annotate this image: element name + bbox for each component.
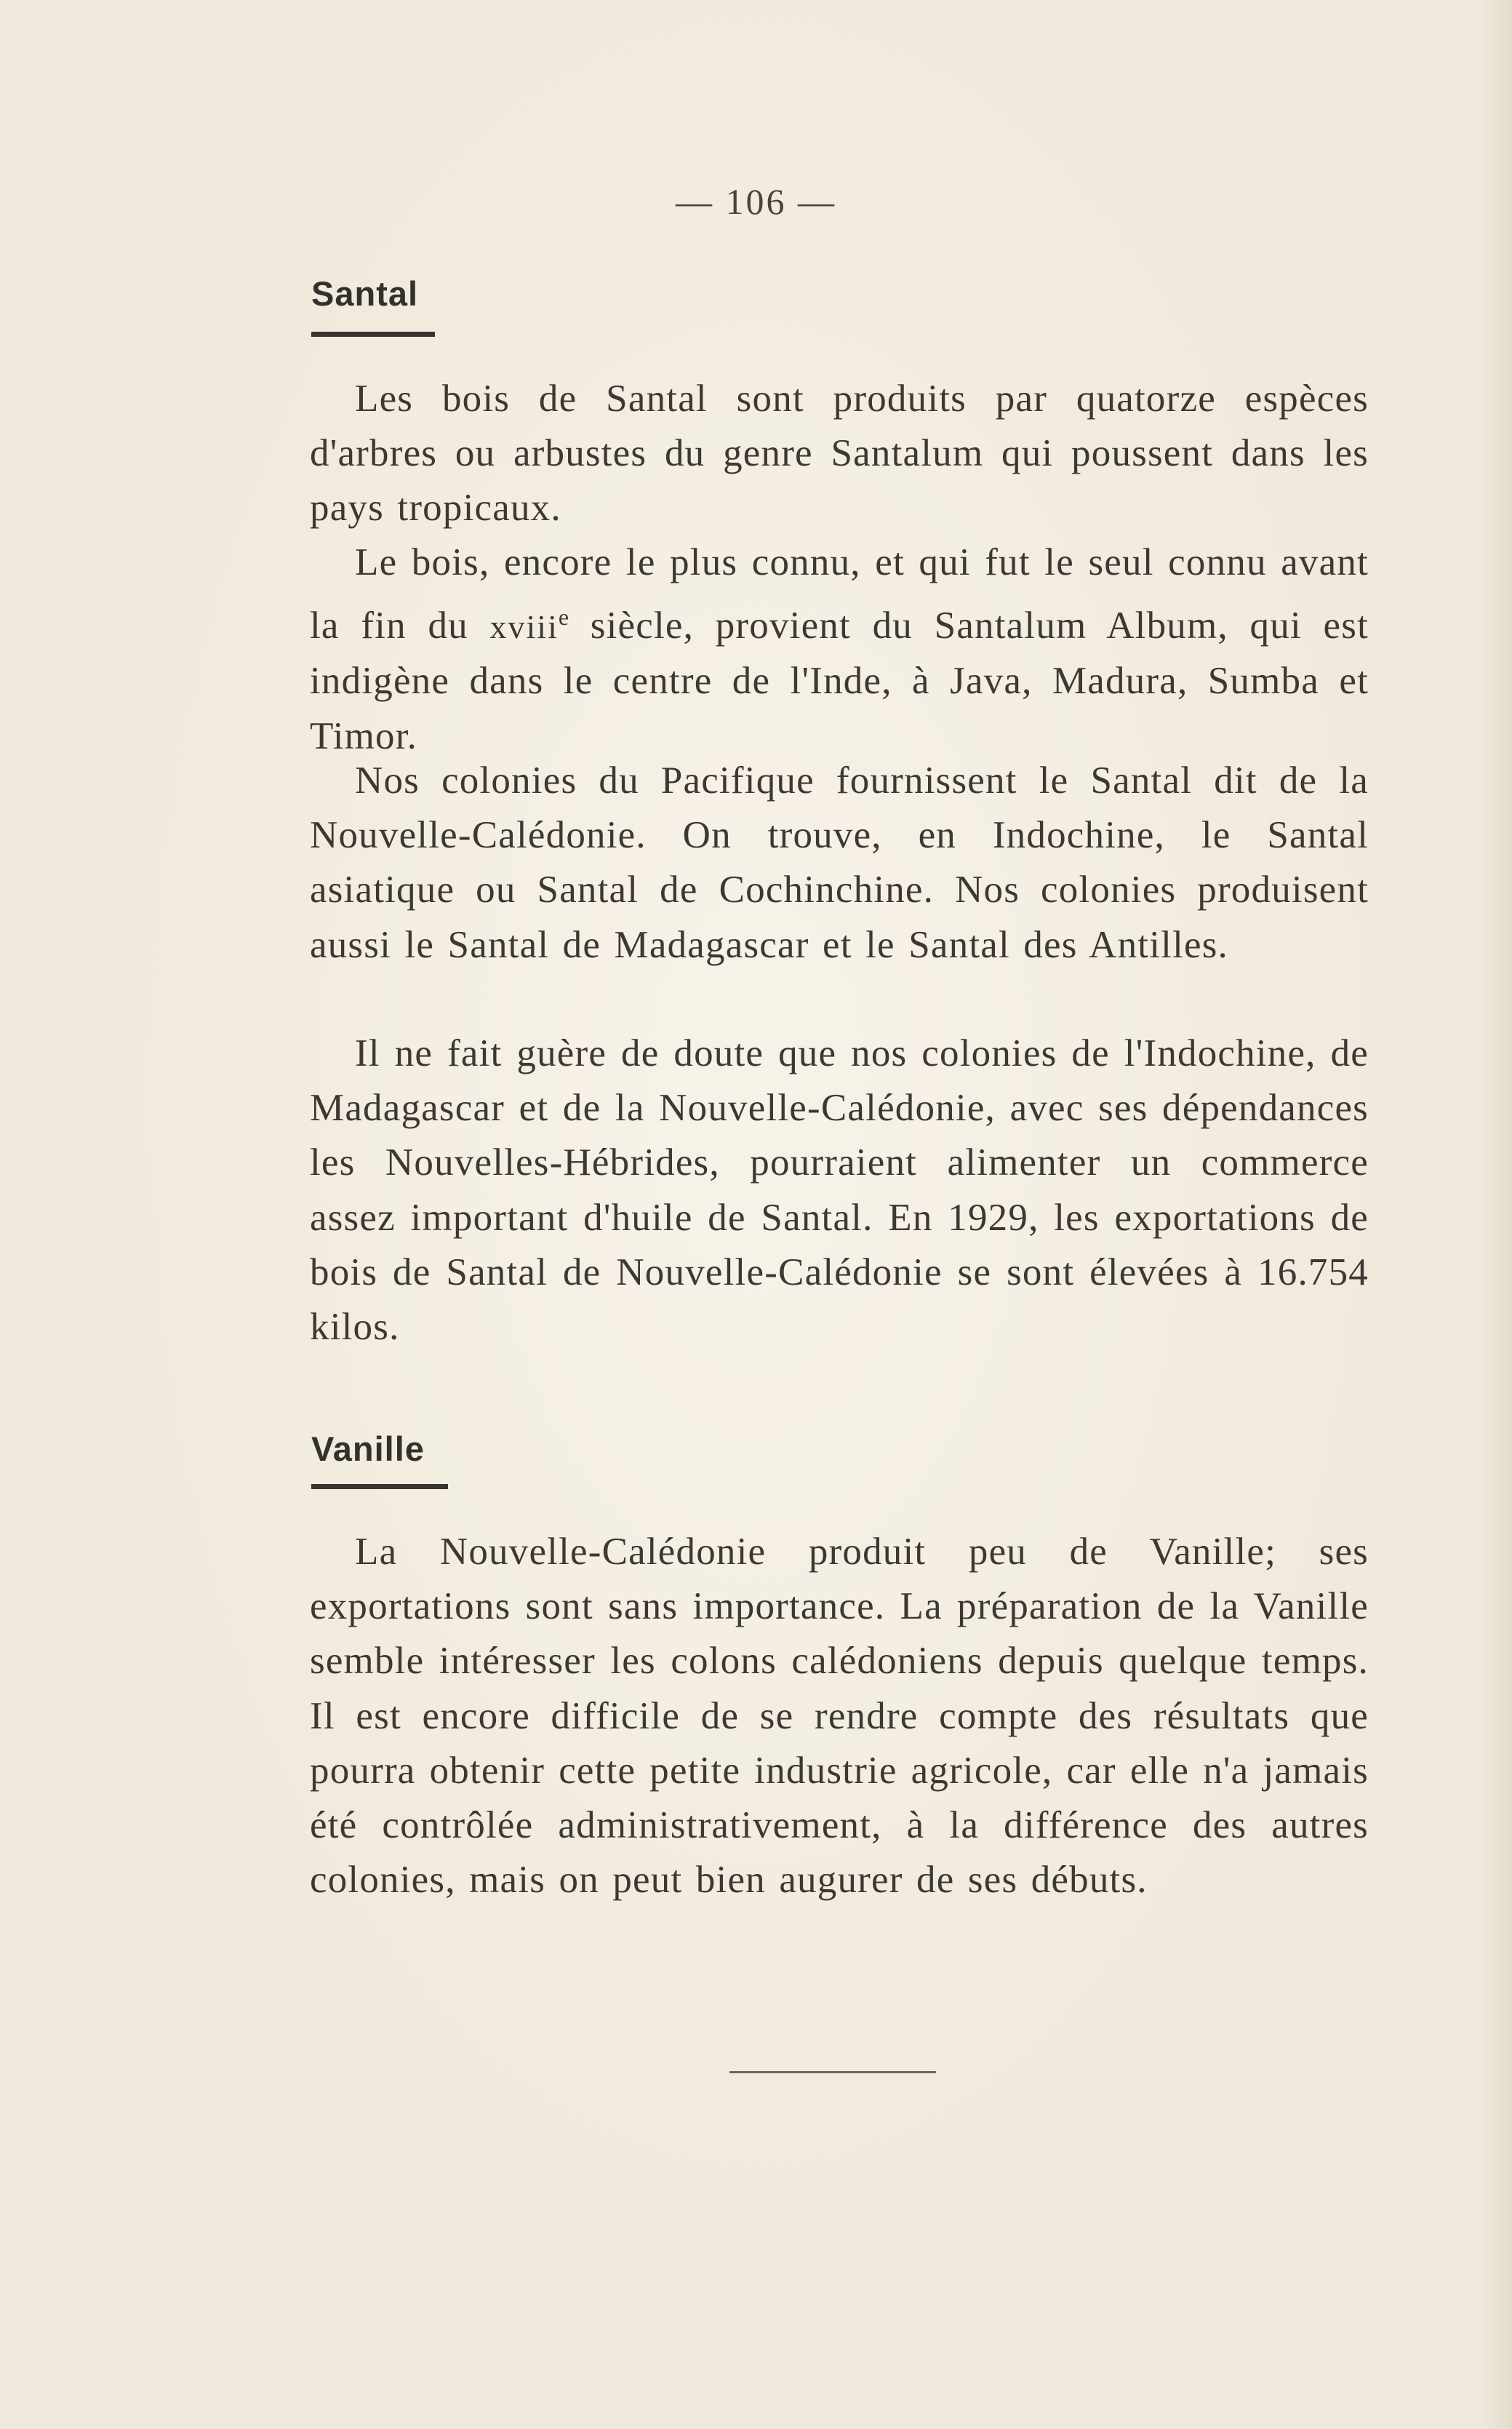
paragraph-santal-2-after: siècle, provient du Santalum Album, qui est indigène dans le centre de l'Inde, à Java, Madura, Sumba et Timor. (310, 605, 1369, 757)
section-heading-vanille: Vanille (311, 1429, 425, 1468)
century-superscript: e (558, 604, 569, 631)
century-numeral: xviii (489, 608, 559, 646)
section-heading-santal: Santal (311, 274, 419, 313)
page-edge-shadow (1483, 0, 1512, 2429)
end-rule (729, 2071, 936, 2073)
paragraph-santal-4: Il ne fait guère de doute que nos colonies de l'Indochine, de Madagascar et de la Nouvelle-Calédonie, avec ses dépendances les Nouvelles-Hébrides, pourraient alimenter un commerce assez important d'huile de Santal. En 1929, les exportations de bois de Santal de Nouvelle-Calédonie se sont élevées à 16.754 kilos. (310, 1032, 1369, 1349)
paragraph-santal-3: Nos colonies du Pacifique fournissent le Santal dit de la Nouvelle-Calédonie. On trouve, en Indochine, le Santal asiatique ou Santal de Cochinchine. Nos colonies produisent aussi le Santal de Madagascar et le Santal des Antilles. (310, 759, 1369, 966)
paragraph-vanille-1: La Nouvelle-Calédonie produit peu de Vanille; ses exportations sont sans importance. La préparation de la Vanille semble intéresser les colons calédoniens depuis quelque temps. Il est encore difficile de se rendre compte des résultats que pourra obtenir cette petite industrie agricole, car elle n'a jamais été contrôlée administrativement, à la différence des autres colonies, mais on peut bien augurer de ses débuts. (310, 1531, 1369, 1902)
paragraph-santal-2-before: Le bois, encore le plus connu, et qui fut le seul connu avant la fin du (310, 541, 1369, 647)
paragraph-santal-2 (310, 535, 1369, 764)
page-number: — 106 — (676, 181, 836, 222)
paragraph-santal-1: Les bois de Santal sont produits par quatorze espèces d'arbres ou arbustes du genre Santalum qui poussent dans les pays tropicaux. (310, 378, 1369, 530)
heading-underline-vanille (311, 1484, 448, 1489)
heading-underline-santal (311, 332, 435, 337)
